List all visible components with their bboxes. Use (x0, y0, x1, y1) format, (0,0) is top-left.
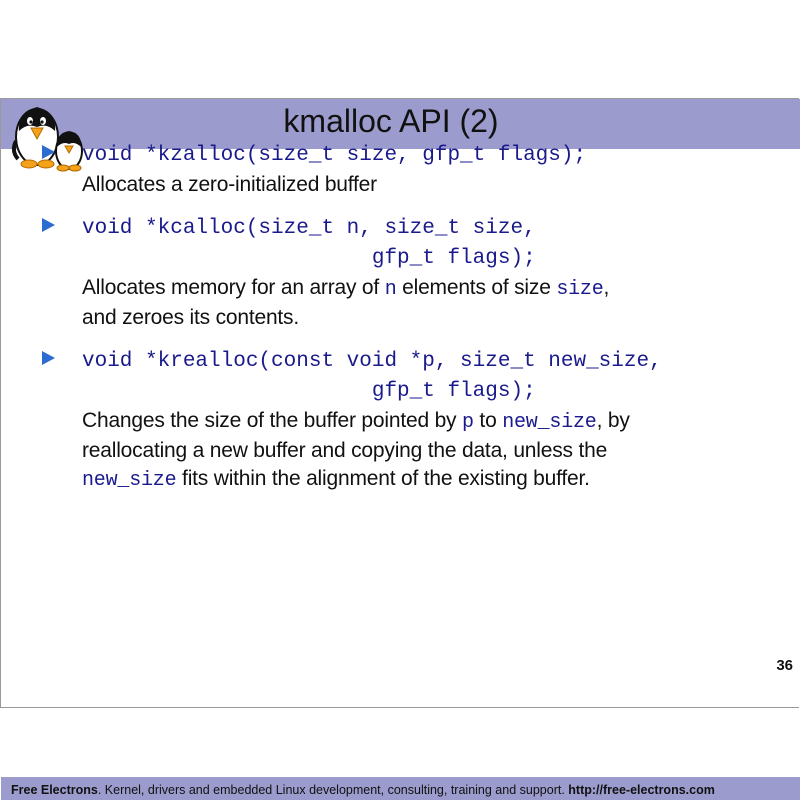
footer-brand: Free Electrons (11, 783, 98, 797)
desc-text: Allocates a zero-initialized buffer (82, 173, 377, 196)
footer-url[interactable]: http://free-electrons.com (568, 783, 715, 797)
item-description (82, 407, 762, 495)
bullet-arrow-icon (42, 218, 55, 232)
bullet-arrow-icon (42, 145, 55, 159)
desc-text: elements of size (396, 276, 557, 299)
bullet-arrow-icon (42, 351, 55, 365)
inline-code: n (384, 278, 397, 301)
footer-text (11, 783, 715, 797)
desc-text: to (473, 409, 503, 432)
list-item-kcalloc (42, 214, 762, 332)
list-item-krealloc (42, 347, 762, 495)
desc-text: Allocates memory for an array of (82, 276, 385, 299)
desc-text: , by (596, 409, 630, 432)
desc-text: fits within the alignment of the existing buffer. (176, 467, 590, 490)
footer-bar (1, 777, 800, 800)
inline-code: size (556, 278, 604, 301)
desc-text: , (603, 276, 610, 299)
item-description (82, 171, 762, 199)
code-signature-continuation: gfp_t flags); (82, 380, 536, 403)
inline-code: new_size (82, 469, 177, 492)
slide-title: kmalloc API (2) (283, 103, 499, 139)
inline-code: new_size (502, 411, 597, 434)
footer-description: . Kernel, drivers and embedded Linux development, consulting, training and support. (97, 783, 569, 797)
inline-code: p (461, 411, 474, 434)
desc-text: Changes the size of the buffer pointed by (82, 409, 462, 432)
bullet-list (42, 141, 762, 510)
code-signature: void *krealloc(const void *p, size_t new_size, (82, 350, 662, 373)
item-description (82, 274, 762, 332)
list-item-kzalloc (42, 141, 762, 199)
code-signature: void *kzalloc(size_t size, gfp_t flags); (82, 144, 587, 167)
code-signature: void *kcalloc(size_t n, size_t size, (82, 217, 536, 240)
code-signature-continuation: gfp_t flags); (82, 247, 536, 270)
desc-text: reallocating a new buffer and copying the data, unless the (82, 439, 608, 462)
desc-text: and zeroes its contents. (82, 306, 299, 329)
page-number: 36 (776, 657, 793, 674)
